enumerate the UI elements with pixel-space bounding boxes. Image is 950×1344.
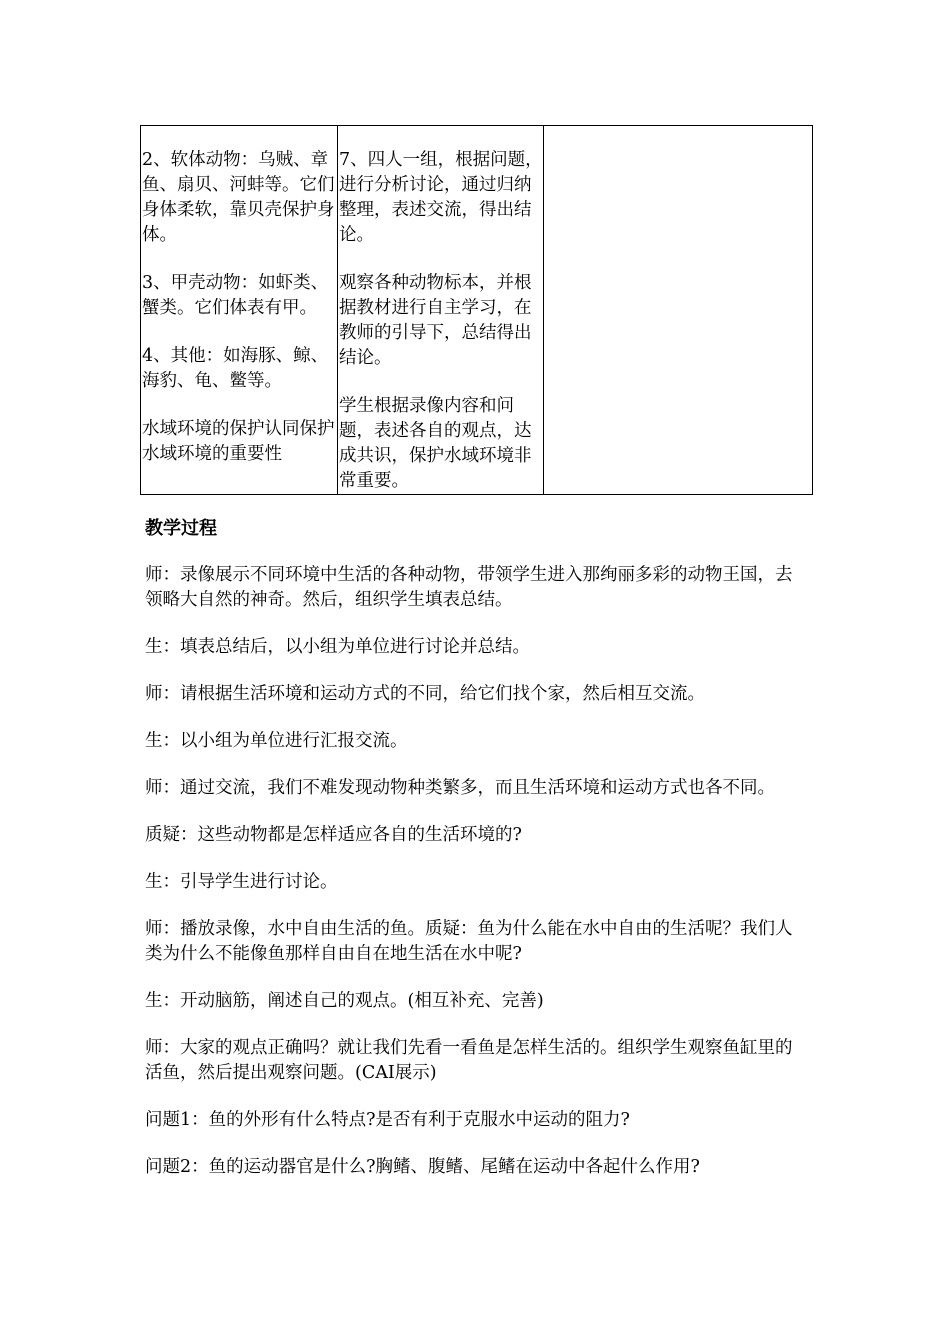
table-paragraph: 7、四人一组，根据问题，进行分析讨论，通过归纳整理，表述交流，得出结论。 [339,150,543,245]
body-paragraph: 质疑：这些动物都是怎样适应各自的生活环境的? [145,825,522,845]
content-column [141,126,338,495]
body-paragraph: 师：播放录像，水中自由生活的鱼。质疑：鱼为什么能在水中自由的生活呢？我们人类为什么不能像鱼那样自由自在地生活在水中呢? [145,919,793,964]
table-paragraph: 观察各种动物标本，并根据教材进行自主学习，在教师的引导下，总结得出结论。 [339,273,532,368]
body-paragraph: 生：填表总结后，以小组为单位进行讨论并总结。 [145,637,530,657]
empty-column [544,126,813,495]
table-paragraph: 水域环境的保护认同保护水域环境的重要性 [142,419,335,464]
section-title: 教学过程 [145,518,217,539]
table-paragraph: 学生根据录像内容和问题，表述各自的观点，达成共识，保护水域环境非常重要。 [339,396,532,491]
table-row [141,126,813,495]
lesson-body [145,563,805,1202]
body-paragraph: 师：大家的观点正确吗？就让我们先看一看鱼是怎样生活的。组织学生观察鱼缸里的活鱼，然后提出观察问题。(CAI展示) [145,1038,793,1083]
activity-column [338,126,544,495]
body-paragraph: 生：以小组为单位进行汇报交流。 [145,731,408,751]
table-paragraph: 3、甲壳动物：如虾类、蟹类。它们体表有甲。 [142,273,329,318]
lesson-table [140,125,813,495]
body-paragraph: 生：引导学生进行讨论。 [145,872,338,892]
activity-cell [338,126,543,494]
body-paragraph: 师：请根据生活环境和运动方式的不同，给它们找个家，然后相互交流。 [145,684,705,704]
body-paragraph: 问题2：鱼的运动器官是什么?胸鳍、腹鳍、尾鳍在运动中各起什么作用? [145,1157,700,1177]
body-paragraph: 问题1：鱼的外形有什么特点?是否有利于克服水中运动的阻力? [145,1110,630,1130]
body-paragraph: 生：开动脑筋，阐述自己的观点。(相互补充、完善) [145,991,544,1011]
body-paragraph: 师：录像展示不同环境中生活的各种动物，带领学生进入那绚丽多彩的动物王国，去领略大自然的神奇。然后，组织学生填表总结。 [145,565,793,610]
body-paragraph: 师：通过交流，我们不难发现动物种类繁多，而且生活环境和运动方式也各不同。 [145,778,775,798]
table-paragraph: 4、其他：如海豚、鲸、海豹、龟、鳖等。 [142,346,329,391]
content-cell [141,126,337,467]
table-paragraph: 2、软体动物：乌贼、章鱼、扇贝、河蚌等。它们身体柔软，靠贝壳保护身体。 [142,150,335,245]
